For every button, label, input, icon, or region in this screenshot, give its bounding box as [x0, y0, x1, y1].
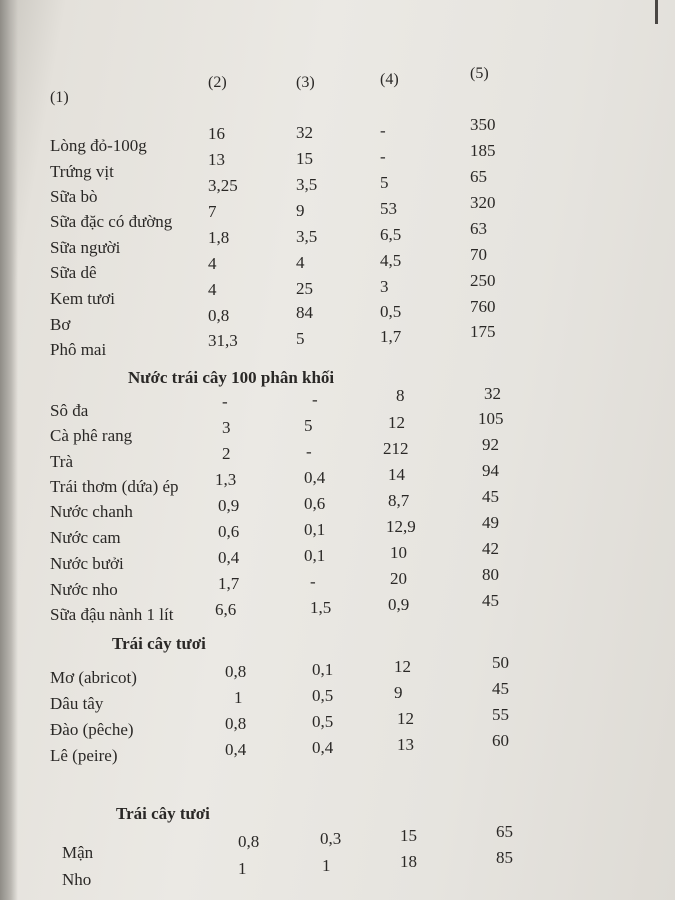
- row-value: 12: [397, 709, 414, 728]
- row-value: 175: [470, 322, 496, 341]
- row-value: 15: [296, 149, 313, 168]
- row-value: 25: [296, 279, 313, 298]
- row-name: Mận: [62, 843, 94, 862]
- row-value: 0,4: [312, 738, 334, 757]
- row-value: 1: [234, 688, 243, 707]
- book-spine-shadow: [0, 0, 18, 900]
- row-value: 13: [397, 735, 414, 754]
- row-value: -: [312, 390, 318, 409]
- row-value: 1: [322, 856, 331, 875]
- row-value: 3,25: [208, 176, 238, 195]
- row-value: 0,9: [218, 496, 240, 515]
- row-name: Trứng vịt: [50, 162, 114, 181]
- row-value: 0,3: [320, 829, 342, 848]
- row-value: 212: [383, 439, 409, 458]
- row-value: 20: [390, 569, 407, 588]
- row-value: 1,7: [218, 574, 240, 593]
- row-value: 4: [296, 253, 305, 272]
- row-value: 32: [296, 123, 313, 142]
- row-name: Trà: [50, 452, 73, 471]
- row-value: 0,4: [304, 468, 326, 487]
- row-value: 18: [400, 852, 417, 871]
- row-value: -: [306, 442, 312, 461]
- row-name: Sữa đặc có đường: [50, 212, 173, 231]
- row-value: 53: [380, 199, 397, 218]
- row-value: 185: [470, 141, 496, 160]
- row-value: 12: [394, 657, 411, 676]
- row-value: 1,8: [208, 228, 230, 247]
- row-name: Trái thơm (dứa) ép: [50, 477, 179, 496]
- row-value: 350: [470, 115, 496, 134]
- header-col-4: (4): [380, 71, 399, 88]
- row-value: 0,1: [304, 520, 326, 539]
- row-value: 84: [296, 303, 313, 322]
- row-value: 32: [484, 384, 501, 403]
- row-value: -: [222, 392, 228, 411]
- row-value: 8: [396, 386, 405, 405]
- row-value: 760: [470, 297, 496, 316]
- row-value: 250: [470, 271, 496, 290]
- row-value: 5: [296, 329, 305, 348]
- row-value: 0,1: [304, 546, 326, 565]
- row-name: Nước nho: [50, 580, 118, 599]
- row-value: 0,5: [312, 712, 334, 731]
- row-name: Sữa đậu nành 1 lít: [50, 605, 174, 624]
- header-col-1: (1): [50, 89, 69, 106]
- row-name: Sô đa: [50, 401, 89, 420]
- row-name: Nước bưởi: [50, 554, 124, 573]
- row-value: 60: [492, 731, 509, 750]
- row-value: 10: [390, 543, 407, 562]
- row-value: 3: [380, 277, 389, 296]
- row-value: 0,6: [304, 494, 326, 513]
- row-value: 1,7: [380, 327, 402, 346]
- row-value: 1,3: [215, 470, 237, 489]
- row-value: 0,8: [225, 662, 247, 681]
- row-value: 5: [380, 173, 389, 192]
- row-value: 70: [470, 245, 487, 264]
- row-value: 0,5: [312, 686, 334, 705]
- row-value: 13: [208, 150, 225, 169]
- row-value: 7: [208, 202, 217, 221]
- row-value: 9: [296, 201, 305, 220]
- row-value: -: [310, 572, 316, 591]
- row-value: 0,4: [225, 740, 247, 759]
- row-value: 31,3: [208, 331, 238, 350]
- row-value: 0,8: [208, 306, 230, 325]
- row-value: -: [380, 147, 386, 166]
- row-value: 94: [482, 461, 499, 480]
- row-value: 14: [388, 465, 405, 484]
- row-name: Đào (pêche): [50, 720, 134, 739]
- row-value: 65: [496, 822, 513, 841]
- row-name: Kem tươi: [50, 289, 115, 308]
- row-value: 0,8: [225, 714, 247, 733]
- row-name: Sữa bò: [50, 187, 98, 206]
- header-col-5: (5): [470, 65, 489, 82]
- row-value: 42: [482, 539, 499, 558]
- section-title-fresh-fruit: Trái cây tươi: [112, 634, 206, 653]
- row-name: Nước cam: [50, 528, 121, 547]
- row-value: 12,9: [386, 517, 416, 536]
- row-value: 5: [304, 416, 313, 435]
- row-value: 0,4: [218, 548, 240, 567]
- row-name: Dâu tây: [50, 694, 104, 713]
- row-value: 2: [222, 444, 231, 463]
- row-value: -: [380, 121, 386, 140]
- row-name: Lê (peire): [50, 746, 118, 765]
- row-value: 0,1: [312, 660, 334, 679]
- row-value: 0,8: [238, 832, 260, 851]
- row-value: 6,5: [380, 225, 402, 244]
- row-value: 55: [492, 705, 509, 724]
- row-name: Nho: [62, 870, 92, 889]
- row-value: 3,5: [296, 175, 318, 194]
- row-value: 4,5: [380, 251, 402, 270]
- row-value: 92: [482, 435, 499, 454]
- row-value: 45: [482, 487, 499, 506]
- section-title-juices: Nước trái cây 100 phân khối: [128, 368, 335, 387]
- row-value: 50: [492, 653, 509, 672]
- row-value: 0,6: [218, 522, 240, 541]
- page-edge-mark: [655, 0, 658, 24]
- row-value: 45: [482, 591, 499, 610]
- row-name: Mơ (abricot): [50, 668, 137, 687]
- row-value: 85: [496, 848, 513, 867]
- row-value: 9: [394, 683, 403, 702]
- row-value: 0,5: [380, 302, 402, 321]
- row-value: 80: [482, 565, 499, 584]
- row-value: 65: [470, 167, 487, 186]
- row-value: 4: [208, 280, 217, 299]
- row-value: 0,9: [388, 595, 410, 614]
- row-name: Sữa người: [50, 238, 121, 257]
- row-value: 15: [400, 826, 417, 845]
- row-value: 4: [208, 254, 217, 273]
- row-name: Bơ: [50, 315, 71, 334]
- row-name: Lòng đỏ-100g: [50, 136, 147, 155]
- row-name: Sữa dê: [50, 263, 97, 282]
- header-col-2: (2): [208, 74, 227, 91]
- row-value: 105: [478, 409, 504, 428]
- row-value: 1: [238, 859, 247, 878]
- row-value: 8,7: [388, 491, 410, 510]
- row-value: 12: [388, 413, 405, 432]
- header-col-3: (3): [296, 74, 315, 91]
- row-name: Phô mai: [50, 340, 107, 359]
- row-value: 63: [470, 219, 487, 238]
- row-value: 45: [492, 679, 509, 698]
- row-value: 16: [208, 124, 225, 143]
- row-value: 320: [470, 193, 496, 212]
- row-name: Cà phê rang: [50, 426, 133, 445]
- row-value: 3: [222, 418, 231, 437]
- row-value: 49: [482, 513, 499, 532]
- row-value: 3,5: [296, 227, 318, 246]
- row-value: 1,5: [310, 598, 332, 617]
- row-value: 6,6: [215, 600, 237, 619]
- section-title-fresh-fruit-2: Trái cây tươi: [116, 804, 210, 823]
- row-name: Nước chanh: [50, 502, 133, 521]
